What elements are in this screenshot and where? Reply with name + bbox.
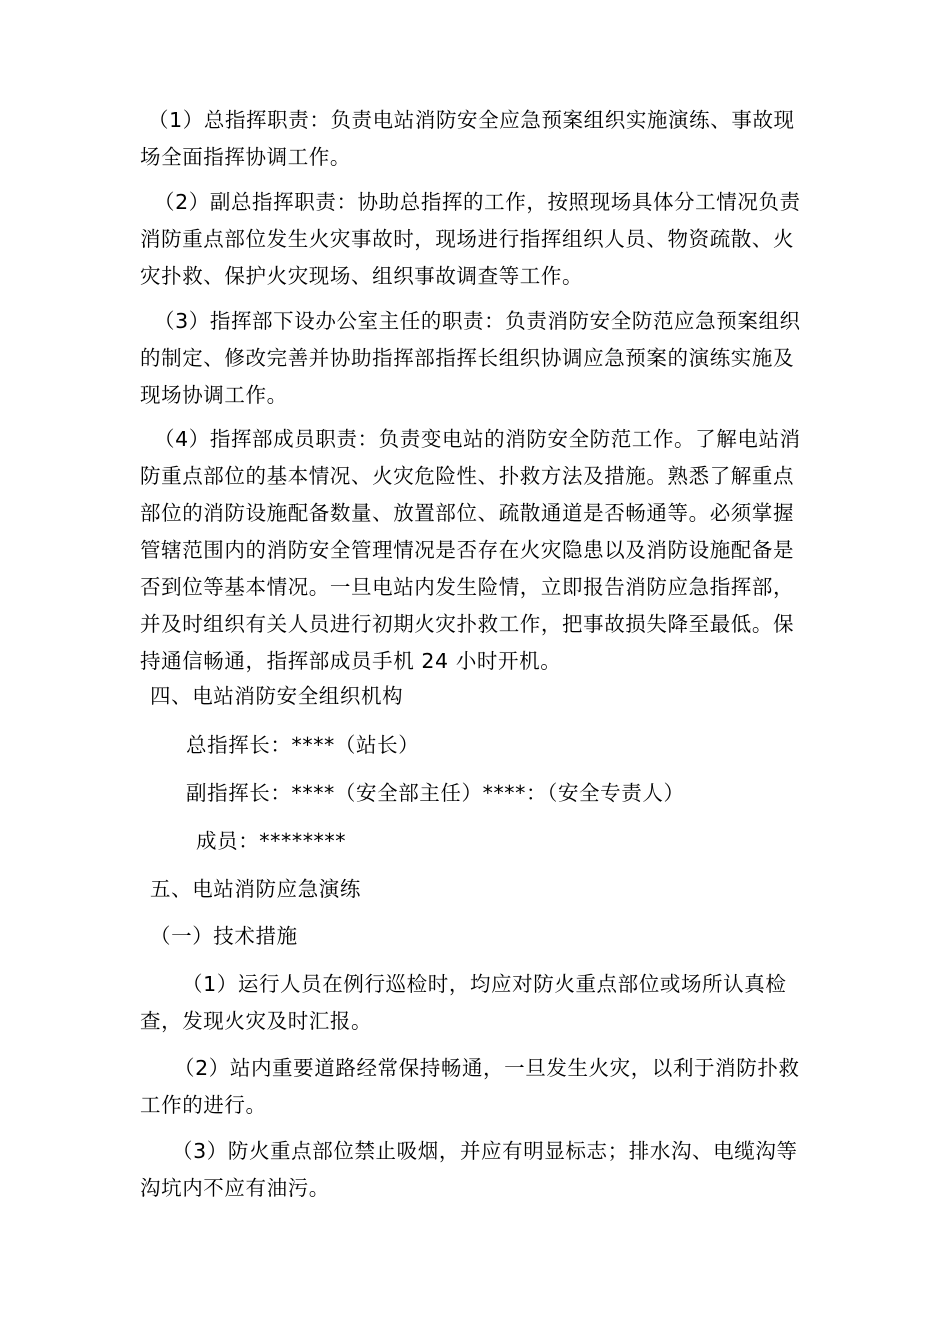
org-members: 成员：******** [196,829,347,853]
duty-paragraph-2: （2）副总指挥职责：协助总指挥的工作，按照现场具体分工情况负责消防重点部位发生火灾事故时，现场进行指挥组织人员、物资疏散、火灾扑救、保护火灾现场、组织事故调查等工作。 [140,190,801,288]
duty-paragraph-1: （1）总指挥职责：负责电站消防安全应急预案组织实施演练、事故现场全面指挥协调工作。 [140,108,795,169]
org-chief: 总指挥长：****（站长） [186,733,420,757]
duty-paragraph-4: （4）指挥部成员职责：负责变电站的消防安全防范工作。了解电站消防重点部位的基本情况、火灾危险性、扑救方法及措施。熟悉了解重点部位的消防设施配备数量、放置部位、疏散通道是否畅通等。必须掌握管辖范围内的消防安全管理情况是否存在火灾隐患以及消防设施配备是否到位等基本情况。一旦电站内发生险情，立即报告消防应急指挥部，并及时组织有关人员进行初期火灾扑救工作，把事故损失降至最低。保持通信畅通，指挥部成员手机 24 小时开机。 [140,427,801,673]
org-deputy: 副指挥长：****（安全部主任）****：（安全专责人） [186,781,685,805]
duty-paragraph-3: （3）指挥部下设办公室主任的职责：负责消防安全防范应急预案组织的制定、修改完善并协助指挥部指挥长组织协调应急预案的演练实施及现场协调工作。 [140,309,801,407]
section-heading-org: 四、电站消防安全组织机构 [150,684,404,708]
subsection-heading-technical: （一）技术措施 [150,924,298,948]
measure-paragraph-2: （2）站内重要道路经常保持畅通，一旦发生火灾，以利于消防扑救工作的进行。 [140,1056,800,1117]
measure-paragraph-1: （1）运行人员在例行巡检时，均应对防火重点部位或场所认真检查，发现火灾及时汇报。 [140,972,787,1033]
measure-paragraph-3: （3）防火重点部位禁止吸烟，并应有明显标志；排水沟、电缆沟等沟坑内不应有油污。 [140,1139,798,1200]
section-heading-drill: 五、电站消防应急演练 [150,877,361,901]
